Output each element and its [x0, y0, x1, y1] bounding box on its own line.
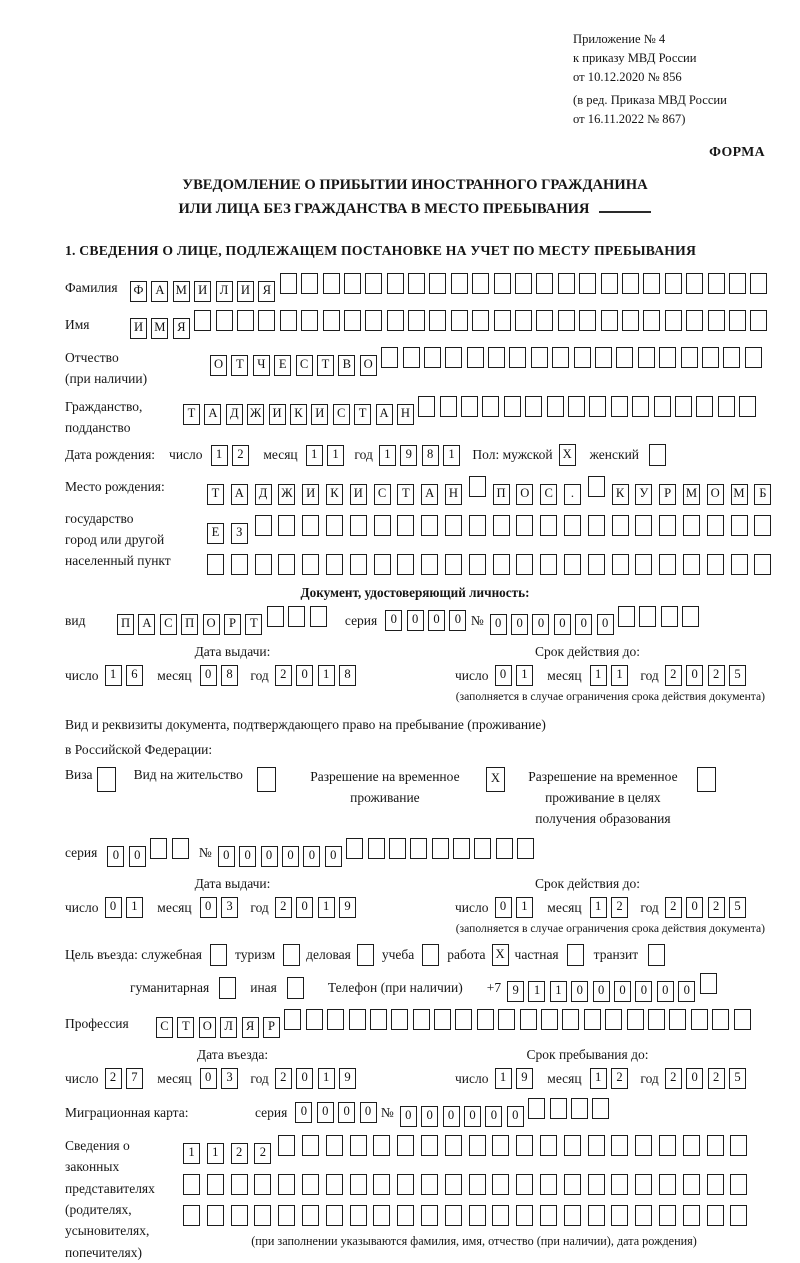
birth-place-row3-cells[interactable]: [207, 554, 778, 575]
phone-label: Телефон (при наличии): [327, 979, 463, 995]
month-label: месяц: [157, 899, 192, 915]
citizenship-label: [65, 396, 183, 439]
sex-male-checkbox[interactable]: X: [559, 444, 576, 466]
purpose-label: Цель въезда: служебная: [65, 947, 202, 963]
migration-card-label: Миграционная карта:: [65, 1104, 189, 1120]
id-issue-month-cells[interactable]: 0 8: [200, 665, 243, 686]
given-name-cells[interactable]: И М Я: [130, 310, 772, 339]
entry-date-group: [65, 1068, 455, 1089]
res-issue-date-label: Дата выдачи:: [194, 876, 271, 892]
legal-rep-label-line: представителях: [65, 1180, 155, 1196]
title-line-2: ИЛИ ЛИЦА БЕЗ ГРАЖДАНСТВА В МЕСТО ПРЕБЫВАНИЯ: [65, 198, 765, 221]
doc-type-cells[interactable]: П А С П О Р Т: [117, 606, 331, 635]
purpose-official-checkbox[interactable]: [210, 944, 227, 966]
day-label: число: [65, 667, 99, 683]
year-label: год: [640, 667, 659, 683]
temp-residence-edu-label: [519, 767, 687, 830]
legal-rep-note: (при заполнении указываются фамилия, имя, отчество (при наличии), дата рождения): [251, 1234, 697, 1249]
year-label: год: [250, 667, 269, 683]
given-name-label: Имя: [65, 316, 90, 332]
stay-day-cells[interactable]: 1 9: [495, 1068, 538, 1089]
doc-series-cells[interactable]: 0 0 0 0: [385, 610, 471, 631]
citizenship-label-line1: Гражданство,: [65, 398, 143, 414]
temp-residence-label-line1: Разрешение на временное: [310, 769, 460, 785]
visa-label: Виза: [65, 767, 93, 783]
year-label: год: [250, 899, 269, 915]
birth-place-row2-cells[interactable]: Е З: [207, 515, 778, 544]
migration-number-cells[interactable]: 0 0 0 0 0 0: [400, 1098, 614, 1127]
res-valid-day-cells[interactable]: 0 1: [495, 897, 538, 918]
month-label: месяц: [157, 667, 192, 683]
year-label: год: [640, 899, 659, 915]
birth-place-city-label-line2: населенный пункт: [65, 553, 171, 569]
purpose-work-checkbox[interactable]: X: [492, 944, 509, 966]
id-issue-day-cells[interactable]: 1 6: [105, 665, 148, 686]
id-issue-year-cells[interactable]: 2 0 1 8: [275, 665, 361, 686]
citizenship-label-line2: подданство: [65, 420, 131, 436]
title-line-1: УВЕДОМЛЕНИЕ О ПРИБЫТИИ ИНОСТРАННОГО ГРАЖДАНИНА: [182, 177, 648, 194]
id-valid-year-cells[interactable]: 2 0 2 5: [665, 665, 751, 686]
day-label: число: [455, 667, 489, 683]
sex-male-label: Пол: мужской: [472, 447, 553, 463]
surname-cells[interactable]: Ф А М И Л И Я: [130, 273, 772, 302]
visa-checkbox[interactable]: [97, 767, 116, 792]
day-label: число: [455, 1070, 489, 1086]
id-restriction-note: (заполняется в случае ограничения срока действия документа): [455, 690, 765, 704]
temp-residence-checkbox[interactable]: X: [486, 767, 505, 792]
birth-year-label: год: [354, 447, 373, 463]
temp-residence-edu-line3: получения образования: [535, 811, 671, 827]
legal-rep-label-line: Сведения о: [65, 1138, 130, 1154]
annex-edit-line: от 16.11.2022 № 867): [573, 111, 686, 126]
id-valid-until-label: Срок действия до:: [535, 644, 640, 660]
year-label: год: [250, 1070, 269, 1086]
purpose-study-checkbox[interactable]: [422, 944, 439, 966]
month-label: месяц: [547, 1070, 582, 1086]
phone-prefix: +7: [486, 979, 502, 995]
patronymic-label-line1: Отчество: [65, 350, 119, 366]
entry-year-cells[interactable]: 2 0 1 9: [275, 1068, 361, 1089]
phone-cells[interactable]: 9 1 1 0 0 0 0 0 0: [507, 973, 721, 1002]
annex-reference: [573, 30, 765, 128]
legal-rep-label-line: усыновителях,: [65, 1223, 150, 1239]
purpose-tourism-checkbox[interactable]: [283, 944, 300, 966]
res-series-label: серия: [65, 844, 98, 860]
legal-rep-label-line: законных: [65, 1159, 120, 1175]
legal-rep-row1-cells[interactable]: 1 1 2 2: [183, 1135, 754, 1164]
temp-residence-edu-line1: Разрешение на временное: [528, 769, 678, 785]
id-valid-month-cells[interactable]: 1 1: [590, 665, 633, 686]
purpose-private-checkbox[interactable]: [567, 944, 584, 966]
purpose-other-label: иная: [250, 979, 277, 995]
birth-place-state-label: государство: [65, 510, 134, 526]
identity-doc-heading: Документ, удостоверяющий личность:: [300, 585, 530, 601]
res-issue-date-group: [65, 897, 455, 918]
profession-label: Профессия: [65, 1015, 129, 1031]
birth-day-label: число: [169, 447, 203, 463]
patronymic-cells[interactable]: О Т Ч Е С Т В О: [210, 347, 766, 376]
forma-label: ФОРМА: [709, 144, 765, 160]
doc-number-sign: №: [470, 612, 484, 628]
sex-female-label: женский: [589, 447, 640, 463]
residence-doc-line2: в Российской Федерации:: [65, 742, 213, 758]
purpose-business-checkbox[interactable]: [357, 944, 374, 966]
stay-month-cells[interactable]: 1 2: [590, 1068, 633, 1089]
res-valid-until-group: [455, 897, 765, 918]
annex-edit-line: (в ред. Приказа МВД России: [573, 92, 727, 107]
month-label: месяц: [547, 667, 582, 683]
purpose-humanitarian-label: гуманитарная: [130, 979, 210, 995]
day-label: число: [65, 1070, 99, 1086]
residence-permit-label: Вид на жительство: [133, 767, 243, 783]
res-issue-year-cells[interactable]: 2 0 1 9: [275, 897, 361, 918]
res-issue-month-cells[interactable]: 0 3: [200, 897, 243, 918]
month-label: месяц: [547, 899, 582, 915]
purpose-tourism-label: туризм: [235, 947, 276, 963]
migration-number-sign: №: [380, 1104, 394, 1120]
birth-month-label: месяц: [263, 447, 298, 463]
id-valid-until-group: [455, 665, 765, 686]
citizenship-cells[interactable]: Т А Д Ж И К И С Т А Н: [183, 396, 761, 425]
stay-until-group: [455, 1068, 765, 1089]
month-label: месяц: [157, 1070, 192, 1086]
title-blank-underline: [599, 199, 651, 213]
purpose-transit-label: транзит: [593, 947, 639, 963]
section1-heading: 1. СВЕДЕНИЯ О ЛИЦЕ, ПОДЛЕЖАЩЕМ ПОСТАНОВКЕ НА УЧЕТ ПО МЕСТУ ПРЕБЫВАНИЯ: [65, 243, 697, 259]
temp-residence-edu-line2: проживание в целях: [545, 790, 661, 806]
temp-residence-label: [294, 767, 476, 809]
temp-residence-edu-checkbox[interactable]: [697, 767, 716, 792]
doc-number-cells[interactable]: 0 0 0 0 0 0: [490, 606, 704, 635]
sex-female-checkbox[interactable]: [649, 444, 666, 466]
purpose-other-checkbox[interactable]: [287, 977, 304, 999]
surname-label: Фамилия: [65, 279, 118, 295]
res-valid-until-label: Срок действия до:: [535, 876, 640, 892]
doc-series-label: серия: [344, 612, 378, 628]
entry-date-label: Дата въезда:: [196, 1047, 269, 1063]
res-restriction-note: (заполняется в случае ограничения срока действия документа): [455, 922, 765, 936]
birth-place-city-label-line1: город или другой: [65, 532, 165, 548]
res-valid-year-cells[interactable]: 2 0 2 5: [665, 897, 751, 918]
patronymic-label-line2: (при наличии): [65, 371, 148, 387]
year-label: год: [640, 1070, 659, 1086]
entry-day-cells[interactable]: 2 7: [105, 1068, 148, 1089]
birth-day-cells[interactable]: 1 2: [211, 445, 254, 466]
res-number-cells[interactable]: 0 0 0 0 0 0: [218, 838, 539, 867]
day-label: число: [455, 899, 489, 915]
res-issue-day-cells[interactable]: 0 1: [105, 897, 148, 918]
birth-place-cell-rows: [207, 476, 778, 575]
id-issue-date-group: [65, 665, 455, 686]
day-label: число: [65, 899, 99, 915]
legal-rep-label: [65, 1135, 183, 1263]
doc-type-label: вид: [65, 612, 86, 628]
residence-doc-text: [65, 713, 765, 763]
birth-place-label-line1: Место рождения:: [65, 479, 165, 495]
res-series-cells[interactable]: 0 0: [107, 838, 193, 867]
purpose-transit-checkbox[interactable]: [648, 944, 665, 966]
purpose-work-label: работа: [447, 947, 486, 963]
residence-doc-line1: Вид и реквизиты документа, подтверждающего право на пребывание (проживание): [65, 717, 546, 733]
purpose-business-label: деловая: [306, 947, 351, 963]
birth-place-label: [65, 476, 207, 571]
res-number-sign: №: [198, 844, 212, 860]
birth-month-cells[interactable]: 1 1: [306, 445, 349, 466]
profession-cells[interactable]: С Т О Л Я Р: [156, 1009, 755, 1038]
patronymic-label: [65, 347, 210, 390]
entry-month-cells[interactable]: 0 3: [200, 1068, 243, 1089]
document-title: [65, 174, 765, 221]
birth-date-label: Дата рождения:: [65, 447, 156, 463]
purpose-study-label: учеба: [381, 947, 415, 963]
legal-rep-row3-cells[interactable]: [183, 1205, 754, 1226]
annex-line: к приказу МВД России: [573, 50, 697, 65]
migration-series-label: серия: [255, 1104, 288, 1120]
annex-line: от 10.12.2020 № 856: [573, 69, 682, 84]
purpose-private-label: частная: [514, 947, 559, 963]
purpose-humanitarian-checkbox[interactable]: [219, 977, 236, 999]
legal-rep-cell-rows: [183, 1135, 765, 1249]
birth-place-row1-cells[interactable]: Т А Д Ж И К И С Т А Н П О С . К У Р М О М Б: [207, 476, 778, 505]
legal-rep-label-line: (родителях,: [65, 1202, 132, 1218]
res-valid-month-cells[interactable]: 1 2: [590, 897, 633, 918]
migration-series-cells[interactable]: 0 0 0 0: [295, 1102, 381, 1123]
legal-rep-label-line: попечителях): [65, 1244, 142, 1260]
temp-residence-label-line2: проживание: [350, 790, 420, 806]
residence-permit-checkbox[interactable]: [257, 767, 276, 792]
id-valid-day-cells[interactable]: 0 1: [495, 665, 538, 686]
birth-year-cells[interactable]: 1 9 8 1: [379, 445, 465, 466]
stay-until-label: Срок пребывания до:: [526, 1047, 649, 1063]
annex-line: Приложение № 4: [573, 32, 666, 46]
id-issue-date-label: Дата выдачи:: [194, 644, 271, 660]
legal-rep-row2-cells[interactable]: [183, 1174, 754, 1195]
stay-year-cells[interactable]: 2 0 2 5: [665, 1068, 751, 1089]
